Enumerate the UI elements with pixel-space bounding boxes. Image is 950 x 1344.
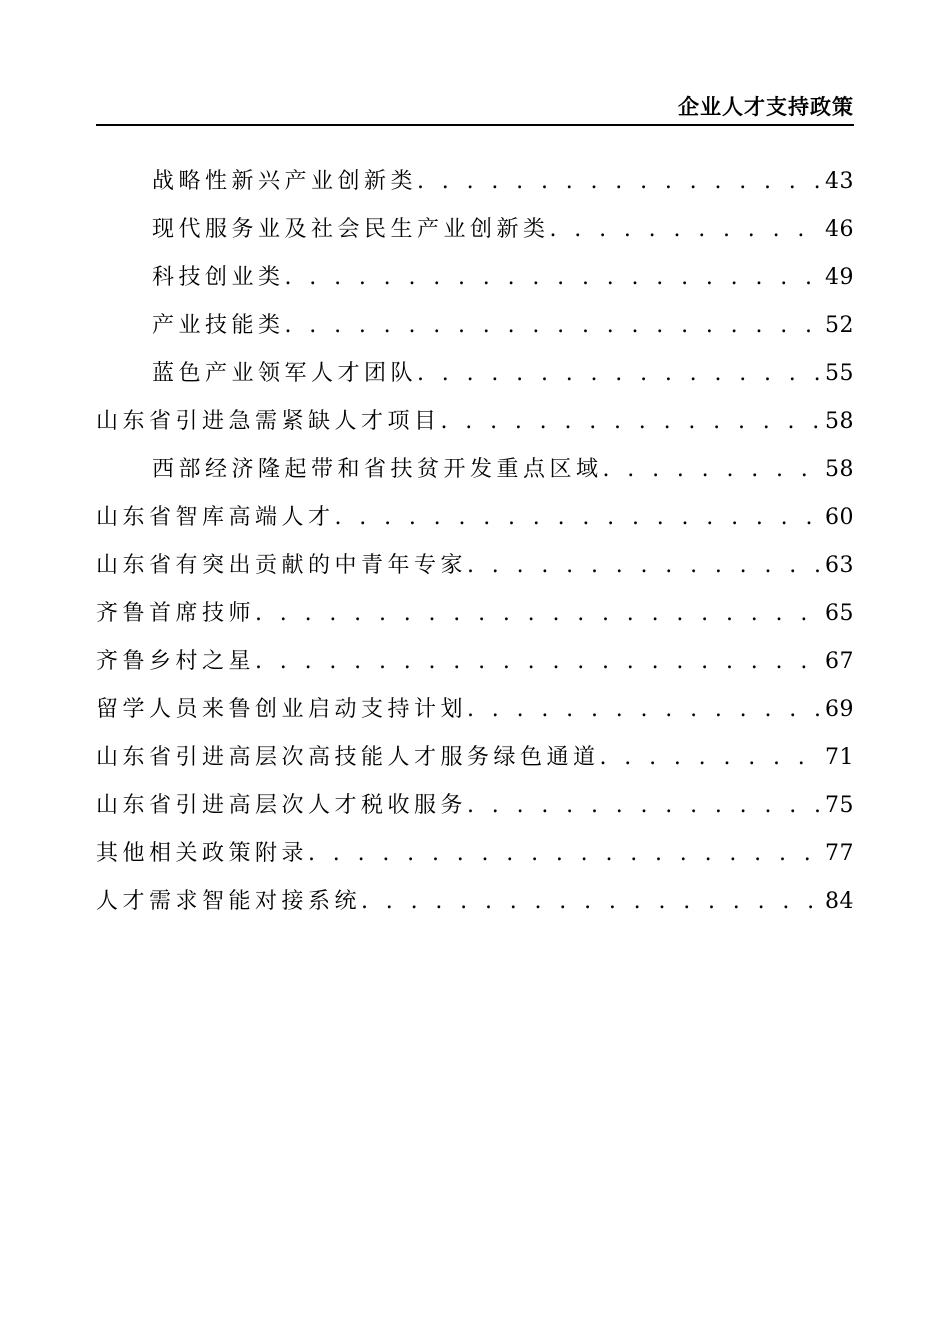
- toc-entry-title: 留学人员来鲁创业启动支持计划: [96, 697, 468, 722]
- toc-entry-title: 人才需求智能对接系统: [96, 889, 362, 914]
- toc-entry-title: 山东省引进高层次人才税收服务: [96, 793, 468, 818]
- table-of-contents: [96, 158, 854, 926]
- toc-entry-title: 其他相关政策附录: [96, 841, 309, 866]
- toc-entry-page: 63: [825, 553, 854, 578]
- toc-entry-page: 58: [825, 409, 854, 434]
- toc-entry[interactable]: [96, 686, 854, 734]
- toc-leader-dots: [603, 446, 823, 494]
- toc-leader-dots: [255, 638, 823, 686]
- toc-entry[interactable]: [96, 734, 854, 782]
- toc-entry-title: 齐鲁乡村之星: [96, 649, 256, 674]
- toc-entry[interactable]: [96, 206, 854, 254]
- toc-leader-dots: [285, 302, 823, 350]
- toc-entry-page: 65: [825, 601, 854, 626]
- toc-entry-page: 49: [825, 265, 854, 290]
- toc-leader-dots: [441, 398, 823, 446]
- toc-leader-dots: [600, 734, 823, 782]
- toc-entry-title: 山东省引进高层次高技能人才服务绿色通道: [96, 745, 600, 770]
- toc-entry[interactable]: [96, 542, 854, 590]
- header-title: 企业人才支持政策: [678, 95, 854, 119]
- toc-entry-page: 69: [825, 697, 854, 722]
- toc-entry[interactable]: [96, 494, 854, 542]
- toc-entry[interactable]: [96, 254, 854, 302]
- toc-entry-page: 71: [825, 745, 854, 770]
- toc-entry-page: 43: [825, 169, 854, 194]
- toc-leader-dots: [467, 542, 823, 590]
- toc-entry[interactable]: [96, 638, 854, 686]
- toc-entry-page: 55: [825, 361, 854, 386]
- toc-entry[interactable]: [96, 830, 854, 878]
- toc-entry[interactable]: [96, 590, 854, 638]
- toc-entry-title: 战略性新兴产业创新类: [152, 169, 418, 194]
- toc-entry[interactable]: [96, 446, 854, 494]
- toc-entry[interactable]: [96, 782, 854, 830]
- toc-leader-dots: [285, 254, 823, 302]
- toc-entry-title: 山东省智库高端人才: [96, 505, 335, 530]
- page-header: [96, 92, 854, 126]
- toc-entry[interactable]: [96, 398, 854, 446]
- toc-leader-dots: [361, 878, 823, 926]
- toc-entry-page: 84: [825, 889, 854, 914]
- toc-entry-title: 山东省引进急需紧缺人才项目: [96, 409, 441, 434]
- toc-entry-title: 西部经济隆起带和省扶贫开发重点区域: [152, 457, 603, 482]
- toc-leader-dots: [335, 494, 823, 542]
- toc-entry-title: 科技创业类: [152, 265, 285, 290]
- toc-leader-dots: [255, 590, 823, 638]
- toc-entry[interactable]: [96, 350, 854, 398]
- toc-entry-title: 蓝色产业领军人才团队: [152, 361, 418, 386]
- toc-entry-page: 77: [825, 841, 854, 866]
- toc-entry[interactable]: [96, 878, 854, 926]
- toc-entry-page: 52: [825, 313, 854, 338]
- toc-leader-dots: [308, 830, 823, 878]
- toc-leader-dots: [550, 206, 823, 254]
- toc-entry-page: 60: [825, 505, 854, 530]
- toc-entry-title: 山东省有突出贡献的中青年专家: [96, 553, 468, 578]
- toc-entry[interactable]: [96, 302, 854, 350]
- toc-entry-title: 齐鲁首席技师: [96, 601, 256, 626]
- toc-entry-page: 46: [825, 217, 854, 242]
- toc-entry[interactable]: [96, 158, 854, 206]
- toc-entry-page: 75: [825, 793, 854, 818]
- toc-entry-page: 67: [825, 649, 854, 674]
- toc-entry-title: 产业技能类: [152, 313, 285, 338]
- toc-entry-page: 58: [825, 457, 854, 482]
- toc-entry-title: 现代服务业及社会民生产业创新类: [152, 217, 550, 242]
- toc-leader-dots: [417, 350, 823, 398]
- toc-leader-dots: [467, 782, 823, 830]
- toc-leader-dots: [417, 158, 823, 206]
- toc-leader-dots: [467, 686, 823, 734]
